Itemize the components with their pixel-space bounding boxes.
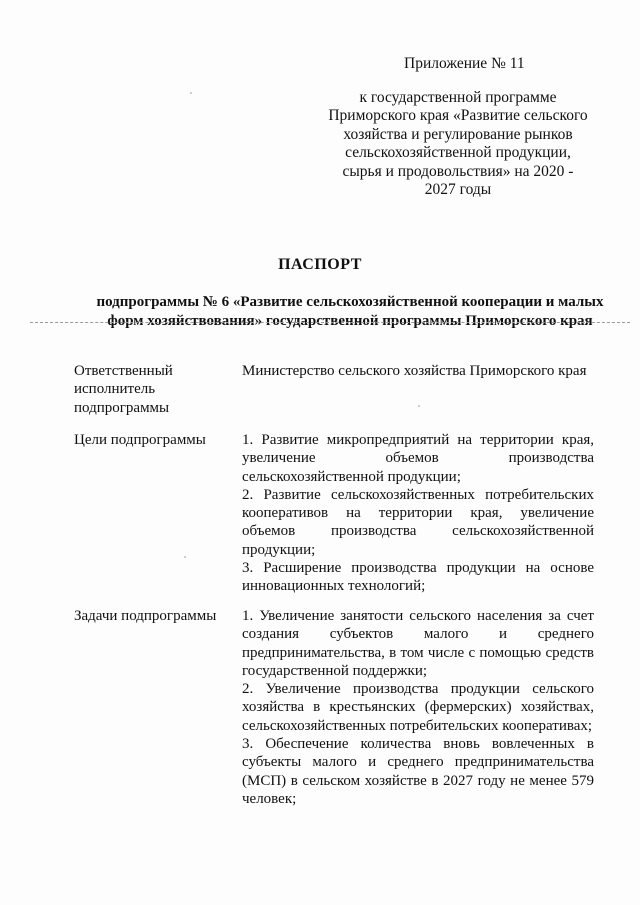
label-line: Цели подпрограммы [74, 432, 206, 448]
task-item: 1. Увеличение занятости сельского населения за счет создания субъектов малого и среднего предпринимательства, в том числе с помощью средств государственной поддержки; [242, 608, 594, 679]
label-line: исполнитель [74, 381, 156, 398]
program-reference-line: сельскохозяйственной продукции, [345, 144, 571, 162]
subprogram-title-line: форм хозяйствования» государственной программы Приморского края [107, 312, 593, 329]
scan-artifact-line [30, 322, 630, 323]
goal-item: 1. Развитие микропредприятий на территории края, увеличение объемов производства сельскохозяйственной продукции; [242, 432, 594, 485]
task-item: 3. Обеспечение количества вновь вовлеченных в субъекты малого и среднего предпринимательства (МСП) в сельском хозяйстве в 2027 году не менее 579 человек; [242, 736, 594, 807]
goal-item: 3. Расширение производства продукции на основе инновационных технологий; [242, 560, 594, 595]
label-line: подпрограммы [74, 399, 170, 416]
subprogram-title [60, 293, 640, 330]
tasks-value [242, 607, 594, 808]
program-reference-line: сырья и продовольствия» на 2020 - [342, 162, 574, 180]
scan-speck [418, 405, 420, 407]
program-reference-line: 2027 годы [424, 181, 492, 199]
responsible-executor-label [74, 362, 234, 417]
task-item: 2. Увеличение производства продукции сельского хозяйства в крестьянских (фермерских) хозяйствах, сельскохозяйственных потребительских кооперативах; [242, 681, 594, 734]
goals-value [242, 431, 594, 596]
scan-speck [190, 92, 192, 94]
appendix-number: Приложение № 11 [404, 55, 525, 72]
scan-speck [184, 556, 186, 558]
program-reference-line: Приморского края «Развитие сельского [328, 107, 588, 125]
goal-item: 2. Развитие сельскохозяйственных потребительских кооперативов на территории края, увеличение объемов производства сельскохозяйственной продукции; [242, 486, 594, 558]
program-reference-line: хозяйства и регулирование рынков [343, 125, 573, 143]
label-line: Задачи подпрограммы [74, 608, 217, 624]
label-line: Ответственный [74, 363, 173, 379]
responsible-executor-value [242, 362, 594, 380]
document-title: ПАСПОРТ [278, 256, 362, 273]
subprogram-title-line: подпрограммы № 6 «Развитие сельскохозяйственной кооперации и малых [96, 294, 604, 310]
program-reference [322, 89, 594, 199]
program-reference-line: к государственной программе [359, 89, 557, 106]
value-paragraph: Министерство сельского хозяйства Приморского края [242, 363, 587, 379]
goals-label [74, 431, 234, 449]
tasks-label [74, 607, 234, 625]
